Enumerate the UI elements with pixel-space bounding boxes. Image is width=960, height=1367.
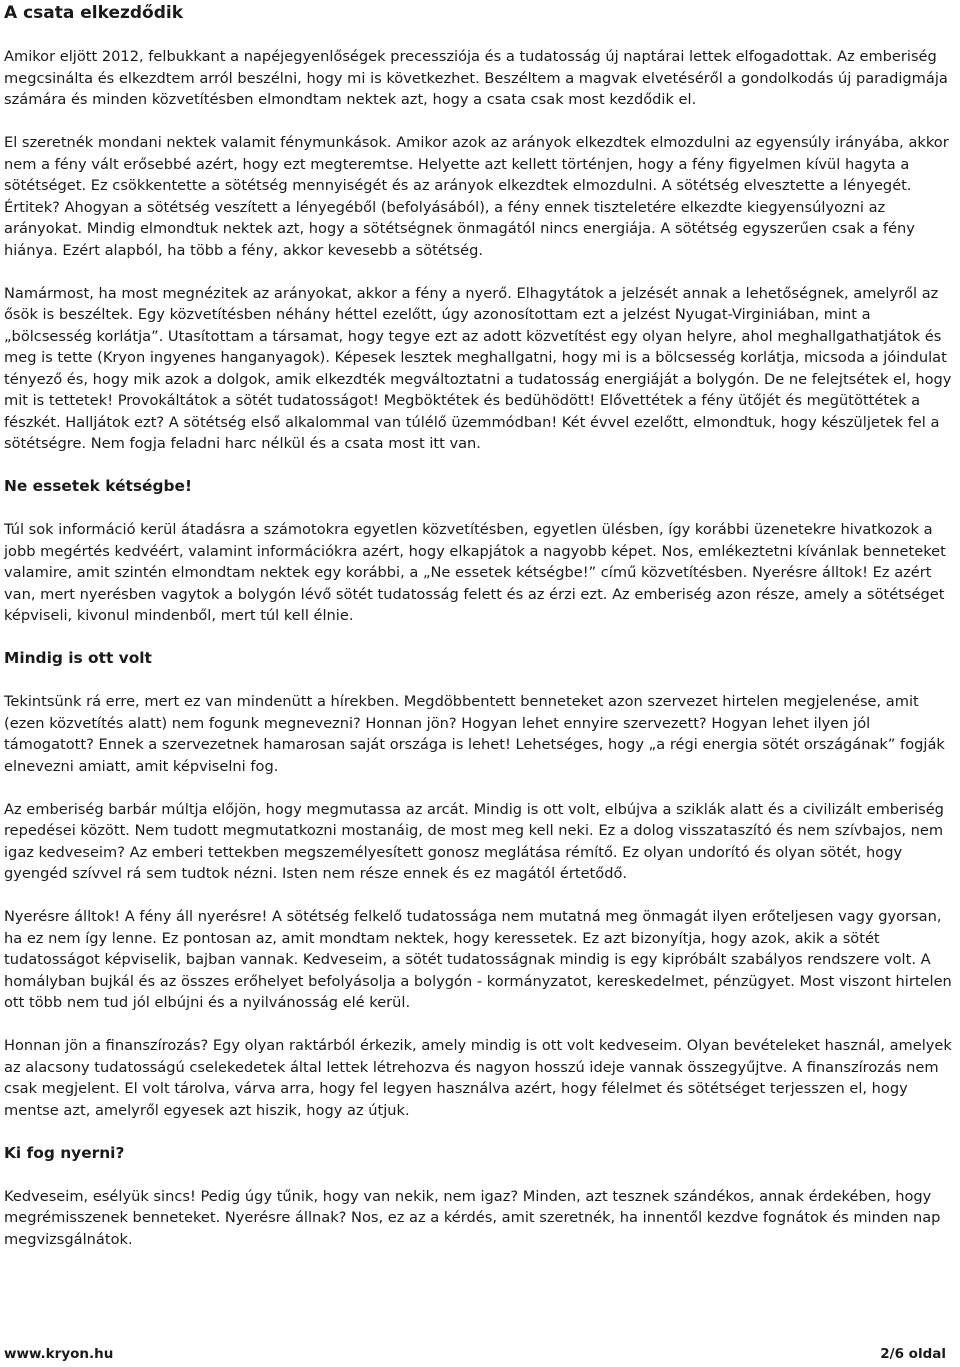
paragraph-intro: Amikor eljött 2012, felbukkant a napéjegyenlőségek precessziója és a tudatosság új naptárai lettek elfogadottak. Az emberiség megcsinálta és elkezdtem arról beszélni, hogy mi is következhet. Beszéltem a magvak elvetéséről a gondolkodás új paradigmája számára és minden közvetítésben elmondtam nektek azt, hogy a csata csak most kezdődik el.	[4, 48, 948, 108]
paragraph-news: Tekintsünk rá erre, mert ez van mindenütt a hírekben. Megdöbbentett benneteket azon szervezet hirtelen megjelenése, amit (ezen közvetítés alatt) nem fogunk megnevezni? Honnan jön? Hogyan lehet ennyire szervezett? Hogyan lehet ilyen jól támogatott? Ennek a szervezetnek hamarosan saját országa is lehet! Lehetséges, hogy „a régi energia sötét országának” fogják elnevezni amiatt, amit képviselni fog.	[4, 693, 945, 775]
section-heading-ne-essetek: Ne essetek kétségbe!	[4, 477, 192, 495]
paragraph-information: Túl sok információ kerül átadásra a számotokra egyetlen közvetítésben, egyetlen ülésben, így korábbi üzenetekre hivatkozok a jobb megértés kedvéért, valamint információkra azért, hogy elkapjátok a nagyobb képet. Nos, emlékeztetni kívánlak benneteket valamire, amit szintén elmondtam nektek egy korábbi, a „Ne essetek kétségbe!” című közvetítésben. Nyerésre álltok! Ez azért van, mert nyerésben vagytok a bolygón lévő sötét tudatosság felett és az érzi ezt. Az emberiség azon része, amely a sötétséget képviseli, kivonul mindenből, mert túl kell élnie.	[4, 521, 946, 624]
document-title: A csata elkezdődik	[4, 3, 184, 23]
footer-website: www.kryon.hu	[4, 1346, 114, 1362]
footer-page-number: 2/6 oldal	[880, 1346, 946, 1362]
paragraph-lightworkers: El szeretnék mondani nektek valamit fénymunkások. Amikor azok az arányok elkezdtek elmozdulni az egyensúly irányába, akkor nem a fény vált erősebbé azért, hogy ezt megteremtse. Helyette azt kellett történjen, hogy a fény figyelmen kívül hagyta a sötétséget. Ez csökkentette a sötétség mennyiségét és az arányok elkezdtek elmozdulni. A sötétség elvesztette a lényegét. Értitek? Ahogyan a sötétség veszített a lényegéből (befolyásából), a fény ennek tiszteletére elkezdte kiegyensúlyozni az arányokat. Mindig elmondtuk nektek azt, hogy a sötétségnek önmagától nincs energiája. A sötétség egyszerűen csak a fény hiánya. Ezért alapból, ha több a fény, akkor kevesebb a sötétség.	[4, 134, 949, 259]
paragraph-winning: Nyerésre álltok! A fény áll nyerésre! A sötétség felkelő tudatossága nem mutatná meg önmagát ilyen erőteljesen vagy gyorsan, ha ez nem így lenne. Ez pontosan az, amit mondtam nektek, hogy keressetek. Ez azt bizonyítja, hogy azok, akik a sötét tudatosságot képviselik, bajban vannak. Kedveseim, a sötét tudatosságnak mindig is egy kipróbált szabályos rendszere volt. A homályban bujkál és az összes erőhelyet befolyásolja a bolygón - kormányzatot, kereskedelmet, pénzügyet. Most viszont hirtelen ott több nem tud jól elbújni és a nyilvánosság elé kerül.	[4, 908, 952, 1011]
article-body	[4, 46, 956, 1272]
paragraph-barbaric-past: Az emberiség barbár múltja előjön, hogy megmutassa az arcát. Mindig is ott volt, elbújva a sziklák alatt és a civilizált emberiség repedései között. Nem tudott megmutatkozni mostanáig, de most meg kell neki. Ez a dolog visszataszító és nem szívbajos, nem igaz kedveseim? Az emberi tettekben megszemélyesített gonosz meglátása rémítő. Ez olyan undorító és olyan sötét, hogy gyengéd szívvel rá sem tudtok nézni. Isten nem része ennek és ez magától értetődő.	[4, 800, 944, 882]
paragraph-ratios: Namármost, ha most megnézitek az arányokat, akkor a fény a nyerő. Elhagytátok a jelzését annak a lehetőségnek, amelyről az ősök is beszéltek. Egy közvetítésben néhány héttel ezelőtt, úgy azonosítottam ezt a jelzést Nyugat-Virginiában, mint a „bölcsesség korlátja”. Utasítottam a társamat, hogy tegye ezt az adott közvetítést egy olyan helyre, ahol meghallgathatjátok és meg is tette (Kryon ingyenes hanganyagok). Képesek lesztek meghallgatni, hogy mi is a bölcsesség korlátja, micsoda a jóindulat tényező és, hogy mik azok a dolgok, amik elkezdték megváltoztatni a tudatosság energiáját a bolygón. De ne felejtsétek el, hogy mit is tettetek! Provokáltátok a sötét tudatosságot! Megböktétek és bedühödött! Elővettétek a fény ütőjét és megütöttétek a fészkét. Halljátok ezt? A sötétség első alkalommal van túlélő üzemmódban! Két évvel ezelőtt, elmondtuk, hogy készüljetek fel a sötétségre. Nem fogja feladni harc nélkül és a csata most itt van.	[4, 284, 952, 452]
paragraph-financing: Honnan jön a finanszírozás? Egy olyan raktárból érkezik, amely mindig is ott volt kedveseim. Olyan bevételeket használ, amelyek az alacsony tudatosságú cselekedetek által lettek létrehozva és nagyon hosszú ideje vannak összegyűjtve. A finanszírozás nem csak megjelent. El volt tárolva, várva arra, hogy fel legyen használva azért, hogy félelmet és sötétséget terjesszen el, hogy mentse azt, amelyről egyesek azt hiszik, hogy az útjuk.	[4, 1037, 952, 1119]
section-heading-ki-fog-nyerni: Ki fog nyerni?	[4, 1143, 125, 1162]
paragraph-no-chance: Kedveseim, esélyük sincs! Pedig úgy tűnik, hogy van nekik, nem igaz? Minden, azt tesznek szándékos, annak érdekében, hogy megrémisszenek benneteket. Nyerésre állnak? Nos, ez az a kérdés, amit szeretnék, ha innentől kezdve fognátok és minden nap megvizsgálnátok.	[4, 1187, 941, 1248]
section-heading-mindig-ott-volt: Mindig is ott volt	[4, 649, 152, 667]
